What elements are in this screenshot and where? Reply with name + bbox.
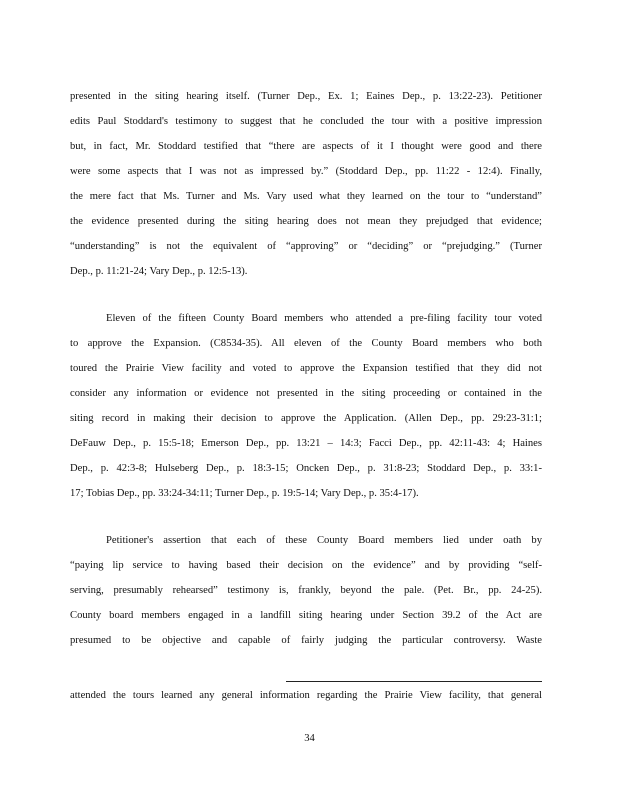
- paragraph-1-line-5: the mere fact that Ms. Turner and Ms. Vary used what they learned on the tour to “understand”: [70, 191, 542, 202]
- footnote-divider: [286, 681, 542, 682]
- paragraph-2-line-3: toured the Prairie View facility and voted to approve the Expansion testified that they did not: [70, 363, 542, 374]
- paragraph-2-line-6: DeFauw Dep., p. 15:5-18; Emerson Dep., pp. 13:21 – 14:3; Facci Dep., pp. 42:11-43: 4; Haines: [70, 438, 542, 449]
- paragraph-1-line-7: “understanding” is not the equivalent of “approving” or “deciding” or “prejudging.” (Turner: [70, 241, 542, 252]
- footnote-text: attended the tours learned any general information regarding the Prairie View facility, that general: [70, 690, 542, 701]
- paragraph-3-line-1: Petitioner's assertion that each of these County Board members lied under oath by: [106, 535, 542, 546]
- paragraph-3-line-4: County board members engaged in a landfill siting hearing under Section 39.2 of the Act are: [70, 610, 542, 621]
- paragraph-2-line-2: to approve the Expansion. (C8534-35). All eleven of the County Board members who both: [70, 338, 542, 349]
- paragraph-3-line-2: “paying lip service to having based their decision on the evidence” and by providing “self-: [70, 560, 542, 571]
- paragraph-1-line-4: were some aspects that I was not as impressed by.” (Stoddard Dep., pp. 11:22 - 12:4). Finally,: [70, 166, 542, 177]
- paragraph-3-line-5: presumed to be objective and capable of fairly judging the particular controversy. Waste: [70, 635, 542, 646]
- paragraph-2-line-5: siting record in making their decision to approve the Application. (Allen Dep., pp. 29:23-31:1;: [70, 413, 542, 424]
- paragraph-2-line-1: Eleven of the fifteen County Board members who attended a pre-filing facility tour voted: [106, 313, 542, 324]
- paragraph-1-line-2: edits Paul Stoddard's testimony to suggest that he concluded the tour with a positive impression: [70, 116, 542, 127]
- paragraph-1-line-3: but, in fact, Mr. Stoddard testified that “there are aspects of it I thought were good and there: [70, 141, 542, 152]
- paragraph-2-line-8: 17; Tobias Dep., pp. 33:24-34:11; Turner Dep., p. 19:5-14; Vary Dep., p. 35:4-17).: [70, 488, 419, 499]
- paragraph-3-line-3: serving, presumably rehearsed” testimony is, frankly, beyond the pale. (Pet. Br., pp. 24-25).: [70, 585, 542, 596]
- paragraph-1-line-1: presented in the siting hearing itself. (Turner Dep., Ex. 1; Eaines Dep., p. 13:22-23). Petitioner: [70, 91, 542, 102]
- page-number: 34: [304, 733, 315, 744]
- paragraph-1-line-8: Dep., p. 11:21-24; Vary Dep., p. 12:5-13).: [70, 266, 248, 277]
- paragraph-2-line-4: consider any information or evidence not presented in the siting proceeding or contained in the: [70, 388, 542, 399]
- paragraph-2-line-7: Dep., p. 42:3-8; Hulseberg Dep., p. 18:3-15; Oncken Dep., p. 31:8-23; Stoddard Dep., p. 33:1-: [70, 463, 542, 474]
- paragraph-1-line-6: the evidence presented during the siting hearing does not mean they prejudged that evidence;: [70, 216, 542, 227]
